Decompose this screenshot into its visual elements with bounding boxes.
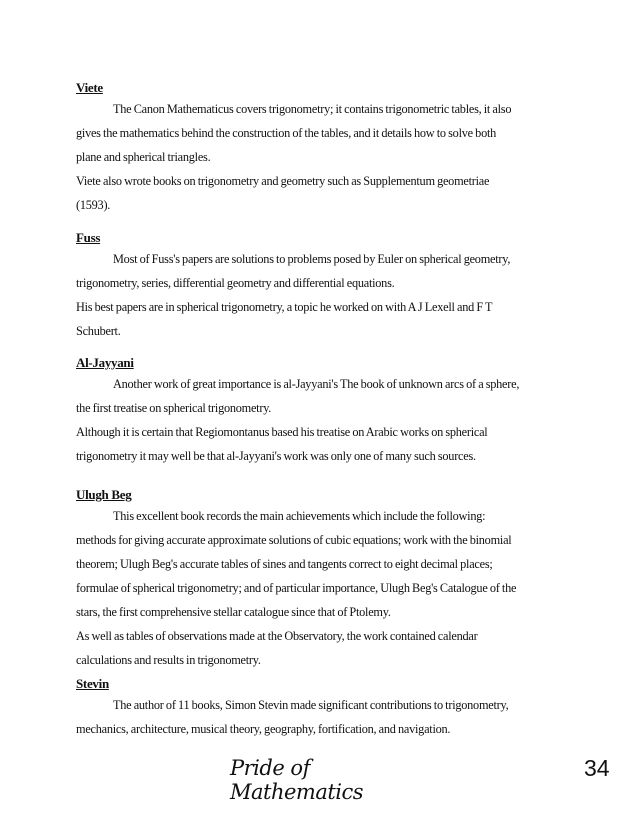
section-heading: Ulugh Beg [76, 487, 132, 502]
section-heading: Al-Jayyani [76, 355, 134, 370]
text-line: The author of 11 books, Simon Stevin made significant contributions to trigonometry, [113, 698, 509, 712]
text-line: Another work of great importance is al-Jayyani's The book of unknown arcs of a sphere, [113, 377, 520, 391]
section-fuss [76, 230, 576, 343]
section-body [76, 372, 576, 468]
text-line: trigonometry it may well be that al-Jayyani's work was only one of many such sources. [76, 449, 476, 463]
section-viete [76, 80, 576, 217]
text-line: gives the mathematics behind the construction of the tables, and it details how to solve both [76, 126, 497, 140]
text-line: Most of Fuss's papers are solutions to problems posed by Euler on spherical geometry, [113, 252, 511, 266]
section-body [76, 97, 576, 217]
footer-title: Pride of Mathematics [230, 756, 364, 804]
text-line: Viete also wrote books on trigonometry and geometry such as Supplementum geometriae [76, 174, 490, 188]
text-line: formulae of spherical trigonometry; and of particular importance, Ulugh Beg's Catalogue of the [76, 581, 517, 595]
text-line: plane and spherical triangles. [76, 150, 211, 164]
section-ulugh-beg [76, 487, 576, 672]
section-body [76, 504, 576, 672]
text-line: Although it is certain that Regiomontanus based his treatise on Arabic works on spherical [76, 425, 488, 439]
section-heading: Fuss [76, 230, 101, 245]
page-number: 34 [584, 755, 610, 781]
section-heading: Viete [76, 80, 103, 95]
text-line: stars, the first comprehensive stellar catalogue since that of Ptolemy. [76, 605, 391, 619]
text-line: calculations and results in trigonometry. [76, 653, 261, 667]
text-line: This excellent book records the main achievements which include the following: [113, 509, 486, 523]
section-heading: Stevin [76, 676, 109, 691]
text-line: His best papers are in spherical trigonometry, a topic he worked on with A J Lexell and F T [76, 300, 493, 314]
text-line: methods for giving accurate approximate solutions of cubic equations; work with the binomial [76, 533, 512, 547]
text-line: (1593). [76, 198, 111, 212]
section-body [76, 693, 576, 741]
text-line: the first treatise on spherical trigonometry. [76, 401, 272, 415]
section-al-jayyani [76, 355, 576, 468]
section-body [76, 247, 576, 343]
text-line: trigonometry, series, differential geometry and differential equations. [76, 276, 395, 290]
text-line: The Canon Mathematicus covers trigonometry; it contains trigonometric tables, it also [113, 102, 512, 116]
text-line: mechanics, architecture, musical theory, geography, fortification, and navigation. [76, 722, 451, 736]
text-line: Schubert. [76, 324, 121, 338]
text-line: theorem; Ulugh Beg's accurate tables of sines and tangents correct to eight decimal places; [76, 557, 493, 571]
text-line: As well as tables of observations made at the Observatory, the work contained calendar [76, 629, 478, 643]
section-stevin [76, 676, 576, 741]
